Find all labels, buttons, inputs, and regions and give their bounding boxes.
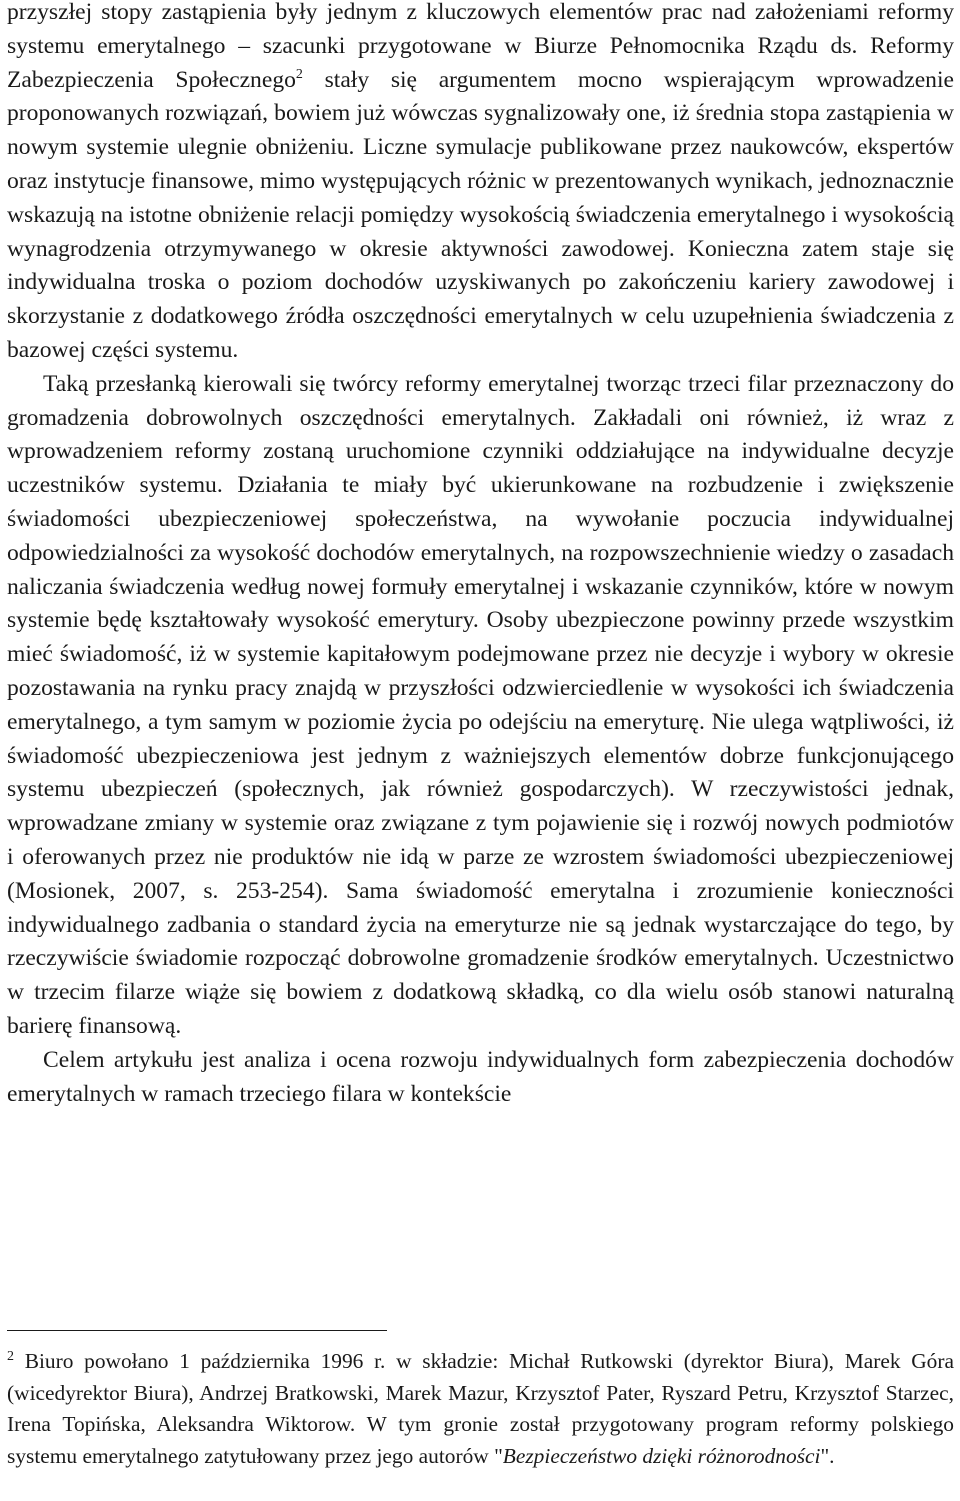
footnote-closing: ". bbox=[820, 1443, 835, 1468]
paragraph-1-text-b: stały się argumentem mocno wspierającym wprowadzenie proponowanych rozwiązań, bowiem już wówczas sygnalizowały one, iż średnia stopa zastąpienia w nowym systemie ulegnie obniżeniu. Liczne symulacje publikowane przez naukowców, ekspertów oraz instytucje finansowe, mimo występujących różnic w prezentowanych wynikach, jednoznacznie wskazują na istotne obniżenie relacji pomiędzy wysokością świadczenia emerytalnego i wysokością wynagrodzenia otrzymywanego w okresie aktywności zawodowej. Konieczna zatem staje się indywidualna troska o poziom dochodów uzyskiwanych po zakończeniu kariery zawodowej i skorzystanie z dodatkowego źródła oszczędności emerytalnych w celu uzupełnienia świadczenia z bazowej części systemu. bbox=[7, 66, 954, 363]
paragraph-3: Celem artykułu jest analiza i ocena rozwoju indywidualnych form zabezpieczenia dochodów emerytalnych w ramach trzeciego filara w kontekście bbox=[7, 1046, 954, 1107]
page-body bbox=[7, 0, 954, 1111]
footnote-italic-title: Bezpieczeństwo dzięki różnorodności bbox=[502, 1443, 821, 1468]
paragraph-1-text-a: przyszłej stopy zastąpienia były jednym z kluczowych elementów prac nad założeniami reformy systemu emerytalnego – szacunki przygotowane w Biurze Pełnomocnika Rządu ds. Reformy Zabezpieczenia Społecznego bbox=[7, 0, 954, 93]
footnote-ref-2[interactable]: 2 bbox=[295, 66, 303, 82]
footnote-2 bbox=[7, 1346, 954, 1472]
paragraph-1 bbox=[7, 0, 954, 368]
paragraph-2: Taką przesłanką kierowali się twórcy reformy emerytalnej tworząc trzeci filar przeznaczony do gromadzenia dobrowolnych oszczędności emerytalnych. Zakładali oni również, iż wraz z wprowadzeniem reformy zostaną uruchomione czynniki oddziałujące na indywidualne decyzje uczestników systemu. Działania te miały być ukierunkowane na rozbudzenie i zwiększenie świadomości ubezpieczeniowej społeczeństwa, na wywołanie poczucia indywidualnej odpowiedzialności za wysokość dochodów emerytalnych, na rozpowszechnienie wiedzy o zasadach naliczania świadczenia według nowej formuły emerytalnej i wskazanie czynników, które w nowym systemie będę kształtowały wysokość emerytury. Osoby ubezpieczone powinny przede wszystkim mieć świadomość, iż w systemie kapitałowym podejmowane przez nie decyzje i wybory w okresie pozostawania na rynku pracy znajdą w przyszłości odzwierciedlenie w wysokości ich świadczenia emerytalnego, a tym samym w poziomie życia po odejściu na emeryturę. Nie ulega wątpliwości, iż świadomość ubezpieczeniowa jest jednym z ważniejszych elementów dobrze funkcjonującego systemu ubezpieczeń (społecznych, jak również gospodarczych). W rzeczywistości jednak, wprowadzane zmiany w systemie oraz związane z tym pojawienie się i rozwój nowych podmiotów i oferowanych przez nie produktów nie idą w parze ze wzrostem świadomości ubezpieczeniowej (Mosionek, 2007, s. 253-254). Sama świadomość emerytalna i zrozumienie konieczności indywidualnego zadbania o standard życia na emeryturze nie są jednak wystarczające do tego, by rzeczywiście świadomie rozpocząć dobrowolne gromadzenie środków emerytalnych. Uczestnictwo w trzecim filarze wiąże się bowiem z dodatkową składką, co dla wielu osób stanowi naturalną barierę finansową. bbox=[7, 370, 954, 1039]
footnote-text: Biuro powołano 1 października 1996 r. w składzie: Michał Rutkowski (dyrektor Biura), Marek Góra (wicedyrektor Biura), Andrzej Bratkowski, Marek Mazur, Krzysztof Pater, Ryszard Petru, Krzysztof Starzec, Irena Topińska, Aleksandra Wiktorow. W tym gronie został przygotowany program reformy polskiego systemu emerytalnego zatytułowany przez jego autorów " bbox=[7, 1349, 954, 1468]
footnote-separator bbox=[7, 1330, 387, 1331]
footnote-marker: 2 bbox=[7, 1348, 14, 1364]
